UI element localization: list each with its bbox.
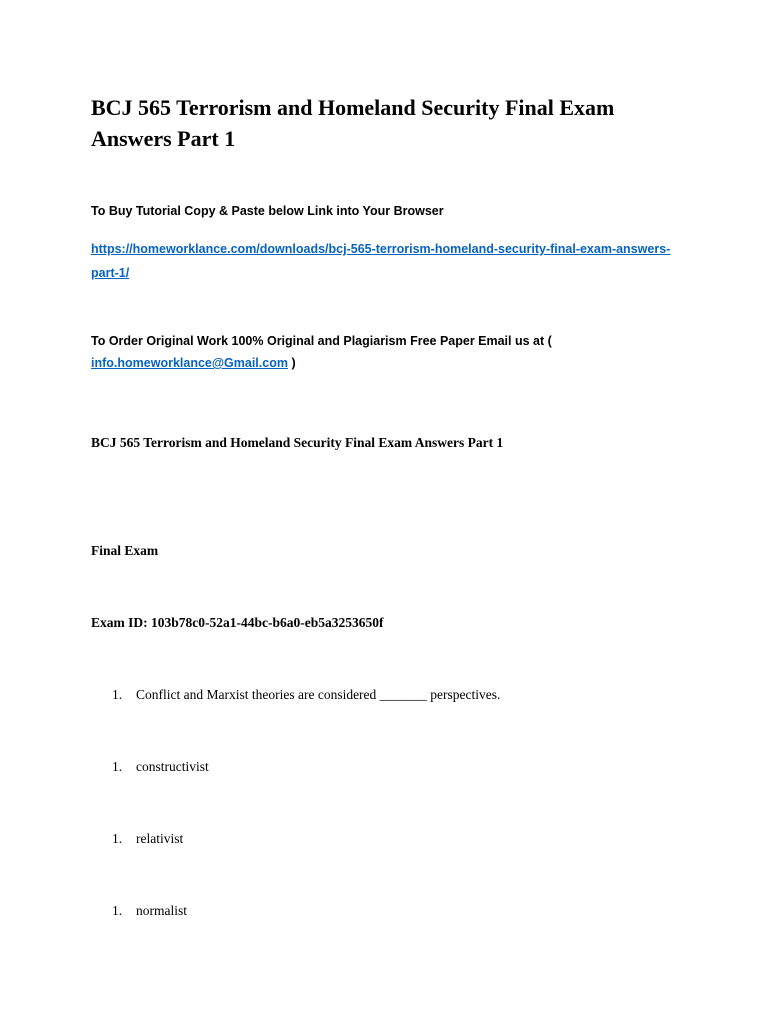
- question-text: Conflict and Marxist theories are considered _______ perspectives.: [136, 687, 501, 702]
- option-number: 1.: [112, 831, 123, 846]
- buy-link[interactable]: https://homeworklance.com/downloads/bcj-565-terrorism-homeland-security-final-exam-answers-part-1/: [91, 242, 671, 280]
- section-heading: Final Exam: [91, 543, 159, 558]
- order-email-link[interactable]: info.homeworklance@Gmail.com: [91, 356, 288, 370]
- option-number: 1.: [112, 903, 123, 918]
- answer-option: [112, 903, 187, 919]
- question-number: 1.: [112, 687, 123, 702]
- order-close-paren: ): [287, 356, 296, 370]
- buy-instruction: To Buy Tutorial Copy & Paste below Link into Your Browser: [91, 204, 444, 218]
- answer-option: [112, 759, 209, 775]
- option-text: constructivist: [136, 759, 209, 774]
- answer-option: [112, 831, 183, 847]
- question-item: [112, 687, 500, 703]
- option-number: 1.: [112, 759, 123, 774]
- document-subtitle: BCJ 565 Terrorism and Homeland Security Final Exam Answers Part 1: [91, 435, 504, 450]
- document-title: BCJ 565 Terrorism and Homeland Security Final Exam Answers Part 1: [91, 95, 615, 151]
- exam-id: Exam ID: 103b78c0-52a1-44bc-b6a0-eb5a3253650f: [91, 615, 384, 630]
- order-text: To Order Original Work 100% Original and Plagiarism Free Paper Email us at (: [91, 334, 552, 348]
- option-text: normalist: [136, 903, 187, 918]
- option-text: relativist: [136, 831, 184, 846]
- order-instruction: [91, 330, 691, 374]
